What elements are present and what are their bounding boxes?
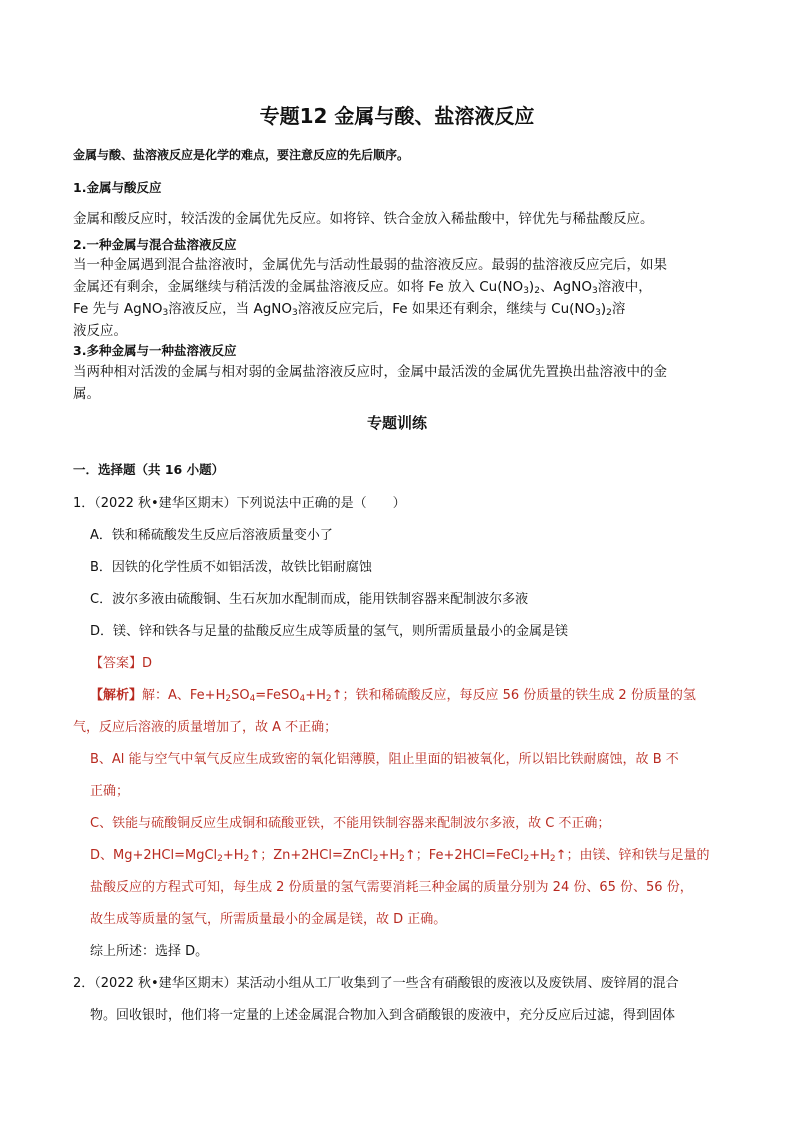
q1-analysis-line-7: 盐酸反应的方程式可知，每生成 2 份质量的氢气需要消耗三种金属的质量分别为 24 份、65 份、56 份， bbox=[90, 880, 693, 895]
section-2-line-1: 当一种金属遇到混合盐溶液时，金属优先与活动性最弱的盐溶液反应。最弱的盐溶液反应完后，如果 bbox=[73, 257, 667, 273]
q1-analysis-line-1: 【解析】解：A、$Fe+H_2SO_4=FeSO_4+H_2↑$；铁和稀硫酸反应，每反应 56 份质量的铁生成 2 份质量的氢 bbox=[90, 688, 696, 704]
section-1-text: 金属和酸反应时，较活泼的金属优先反应。如将锌、铁合金放入稀盐酸中，锌优先与稀盐酸反应。 bbox=[73, 211, 654, 227]
section-heading-3: 3.多种金属与一种盐溶液反应 bbox=[73, 343, 237, 358]
answer-value: D bbox=[142, 656, 153, 671]
training-title: 专题训练 bbox=[366, 414, 427, 432]
q1-option-b: B．因铁的化学性质不如铝活泼，故铁比铝耐腐蚀 bbox=[90, 560, 372, 575]
q1-analysis-line-8: 故生成等质量的氢气，所需质量最小的金属是镁，故 D 正确。 bbox=[90, 912, 447, 927]
q1-option-c: C．波尔多液由硫酸铜、生石灰加水配制而成，能用铁制容器来配制波尔多液 bbox=[90, 592, 529, 607]
analysis-tag: 【解析】 bbox=[90, 688, 143, 703]
q1-analysis-line-3: B、Al 能与空气中氧气反应生成致密的氧化铝薄膜，阻止里面的铝被氧化，所以铝比铁耐腐蚀，故 B 不 bbox=[90, 752, 679, 767]
q1-option-a: A．铁和稀硫酸发生反应后溶液质量变小了 bbox=[90, 528, 333, 543]
q1-analysis-line-4: 正确； bbox=[90, 784, 130, 799]
page-title: 专题12 金属与酸、盐溶液反应 bbox=[259, 104, 535, 128]
q1-analysis-line-6: D、$Mg+2HCl=MgCl_2+H_2↑$；$Zn+2HCl=ZnCl_2+H_2↑$；$Fe+2HCl=FeCl_2+H_2↑$；由镁、锌和铁与足量的 bbox=[90, 848, 710, 864]
q2-line-2: 物。回收银时，他们将一定量的上述金属混合物加入到含硝酸银的废液中，充分反应后过滤，得到固体 bbox=[90, 1008, 676, 1023]
q1-answer bbox=[90, 652, 152, 671]
section-heading-2: 2.一种金属与混合盐溶液反应 bbox=[73, 237, 237, 252]
section-heading-1: 1.金属与酸反应 bbox=[73, 180, 162, 195]
q1-analysis-line-5: C、铁能与硫酸铜反应生成铜和硫酸亚铁，不能用铁制容器来配制波尔多液，故 C 不正确； bbox=[90, 816, 611, 831]
q2-line-1: 2．（2022 秋•建华区期末）某活动小组从工厂收集到了一些含有硝酸银的废液以及废铁屑、废锌屑的混合 bbox=[73, 976, 679, 991]
q1-stem: 1．（2022 秋•建华区期末）下列说法中正确的是（ ） bbox=[73, 496, 406, 511]
section-3-line-2: 属。 bbox=[73, 386, 100, 402]
section-label: 一．选择题（共 16 小题） bbox=[73, 462, 225, 477]
answer-tag: 【答案】 bbox=[90, 656, 143, 671]
section-2-line-3: Fe 先与 AgNO$_3$溶液反应，当 AgNO$_3$溶液反应完后，Fe 如果还有剩余，继续与 $Cu(NO_3)_2$溶 bbox=[73, 301, 626, 318]
q1-summary: 综上所述：选择 D。 bbox=[90, 944, 209, 959]
q1-option-d: D．镁、锌和铁各与足量的盐酸反应生成等质量的氢气，则所需质量最小的金属是镁 bbox=[90, 624, 569, 639]
section-2-line-4: 液反应。 bbox=[73, 323, 127, 339]
section-3-line-1: 当两种相对活泼的金属与相对弱的金属盐溶液反应时，金属中最活泼的金属优先置换出盐溶液中的金 bbox=[73, 364, 667, 380]
q1-analysis-line-2: 气，反应后溶液的质量增加了，故 A 不正确； bbox=[73, 720, 338, 735]
section-2-line-2: 金属还有剩余，金属继续与稍活泼的金属盐溶液反应。如将 Fe 放入 $Cu(NO_3)_2$、AgNO$_3$溶液中， bbox=[73, 279, 652, 296]
intro-text: 金属与酸、盐溶液反应是化学的难点，要注意反应的先后顺序。 bbox=[73, 148, 410, 162]
